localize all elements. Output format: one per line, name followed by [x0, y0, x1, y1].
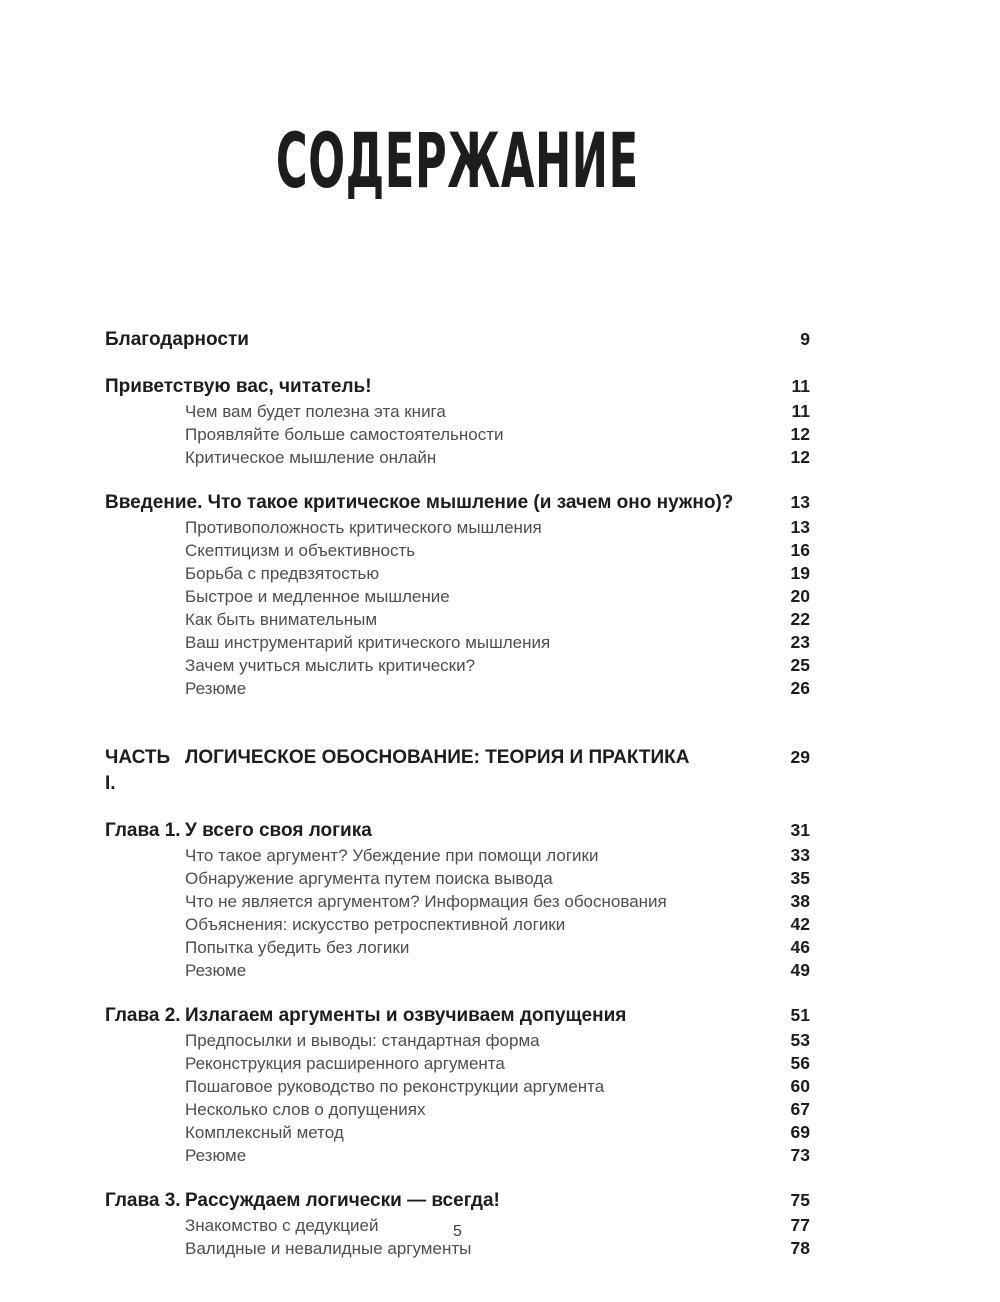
toc-subentry-page: 12 — [790, 424, 810, 444]
toc-subentry — [105, 1075, 810, 1098]
toc-subentry-page: 49 — [790, 960, 810, 980]
toc-subentry-page: 19 — [790, 563, 810, 583]
toc-entry-title: ЛОГИЧЕСКОЕ ОБОСНОВАНИЕ: ТЕОРИЯ И ПРАКТИКА — [185, 747, 690, 768]
toc-subentry-page: 77 — [790, 1215, 810, 1235]
chapter-label: Глава 2. — [105, 1005, 181, 1026]
toc-subentry-page: 35 — [790, 868, 810, 888]
toc-subentry-title: Пошаговое руководство по реконструкции аргумента — [185, 1077, 605, 1096]
toc-section — [105, 373, 810, 469]
toc-subentry-page: 12 — [790, 447, 810, 467]
toc-subentry-page: 26 — [790, 678, 810, 698]
toc-subentry — [105, 446, 810, 469]
toc-subentry-title: Реконструкция расширенного аргумента — [185, 1054, 505, 1073]
toc-subentry-title: Чем вам будет полезна эта книга — [185, 402, 446, 421]
toc-subentry — [105, 1098, 810, 1121]
toc-entry-page: 13 — [790, 492, 810, 512]
toc-subentry — [105, 585, 810, 608]
toc-subentry-title: Попытка убедить без логики — [185, 938, 410, 957]
toc-subentry-title: Несколько слов о допущениях — [185, 1100, 426, 1119]
toc-subentry-page: 78 — [790, 1238, 810, 1258]
toc-subentry-page: 60 — [790, 1076, 810, 1096]
toc-subentry-title: Ваш инструментарий критического мышления — [185, 633, 551, 652]
toc-subentry-title: Проявляйте больше самостоятельности — [185, 425, 504, 444]
toc-subentry-page: 13 — [790, 517, 810, 537]
chapter-label: Глава 1. — [105, 820, 181, 841]
toc-subentry — [105, 677, 810, 700]
toc-subentry-title: Валидные и невалидные аргументы — [185, 1239, 472, 1258]
toc-subentry — [105, 562, 810, 585]
toc-subentry-page: 22 — [790, 609, 810, 629]
toc-subentry — [105, 959, 810, 982]
toc-subentry-title: Резюме — [185, 1146, 247, 1165]
toc-subentry — [105, 1144, 810, 1167]
toc-entry-page: 11 — [791, 376, 810, 396]
toc-section — [105, 326, 810, 353]
toc-subentry-title: Резюме — [185, 679, 247, 698]
toc-subentry-page: 46 — [790, 937, 810, 957]
page-title — [105, 115, 810, 205]
toc-section-part — [105, 744, 810, 797]
toc-entry — [105, 744, 810, 797]
toc-subentry-page: 56 — [790, 1053, 810, 1073]
toc-entry — [105, 1002, 810, 1029]
toc-subentry-title: Быстрое и медленное мышление — [185, 587, 450, 606]
toc-entry-title: У всего своя логика — [185, 820, 372, 841]
toc-subentry-title: Борьба с предвзятостью — [185, 564, 380, 583]
toc-entry-page: 9 — [800, 329, 810, 349]
part-label: ЧАСТЬ I. — [105, 747, 171, 794]
toc-subentry-page: 38 — [790, 891, 810, 911]
toc-subentry — [105, 539, 810, 562]
toc-subentry-title: Обнаружение аргумента путем поиска вывода — [185, 869, 553, 888]
page-title-text: СОДЕРЖАНИЕ — [276, 115, 639, 205]
toc-subentry-page: 23 — [790, 632, 810, 652]
toc-subentry-title: Что не является аргументом? Информация без обоснования — [185, 892, 667, 911]
toc-subentry-title: Что такое аргумент? Убеждение при помощи логики — [185, 846, 599, 865]
toc-entry-title: Рассуждаем логически — всегда! — [185, 1190, 500, 1211]
toc-section — [105, 489, 810, 700]
toc-subentry-title: Резюме — [185, 961, 247, 980]
toc-subentry — [105, 423, 810, 446]
toc-subentry-title: Предпосылки и выводы: стандартная форма — [185, 1031, 540, 1050]
toc-subentry — [105, 654, 810, 677]
toc-entry — [105, 326, 810, 353]
toc-subentry-title: Противоположность критического мышления — [185, 518, 542, 537]
toc-subentry-title: Зачем учиться мыслить критически? — [185, 656, 476, 675]
toc-subentry — [105, 913, 810, 936]
toc-subentry-page: 42 — [790, 914, 810, 934]
toc-subentry-page: 33 — [790, 845, 810, 865]
toc-entry — [105, 373, 810, 400]
toc-entry — [105, 1187, 810, 1214]
toc-subentry-page: 53 — [790, 1030, 810, 1050]
toc-section — [105, 1002, 810, 1167]
chapter-label: Глава 3. — [105, 1190, 181, 1211]
toc-subentry — [105, 400, 810, 423]
toc-subentry — [105, 516, 810, 539]
toc-subentry-page: 11 — [791, 401, 810, 421]
toc-entry — [105, 817, 810, 844]
toc-subentry-page: 69 — [790, 1122, 810, 1142]
toc-subentry — [105, 1052, 810, 1075]
toc-subentry-page: 73 — [790, 1145, 810, 1165]
toc-entry-title: Введение. Что такое критическое мышление (и зачем оно нужно)? — [105, 492, 734, 513]
toc-subentry — [105, 1121, 810, 1144]
toc-subentry — [105, 1029, 810, 1052]
table-of-contents — [105, 326, 810, 1260]
toc-subentry-title: Комплексный метод — [185, 1123, 344, 1142]
toc-entry-page: 31 — [790, 820, 810, 840]
toc-subentry-title: Знакомство с дедукцией — [185, 1216, 379, 1235]
toc-subentry — [105, 844, 810, 867]
toc-subentry-title: Скептицизм и объективность — [185, 541, 416, 560]
toc-subentry — [105, 890, 810, 913]
toc-entry — [105, 489, 810, 516]
toc-subentry-page: 16 — [790, 540, 810, 560]
toc-entry-page: 29 — [790, 747, 810, 767]
toc-entry-title: Излагаем аргументы и озвучиваем допущения — [185, 1005, 627, 1026]
toc-subentry-title: Критическое мышление онлайн — [185, 448, 437, 467]
toc-entry-page: 51 — [790, 1005, 810, 1025]
toc-subentry — [105, 631, 810, 654]
toc-entry-title: Приветствую вас, читатель! — [105, 376, 372, 397]
toc-subentry-page: 67 — [790, 1099, 810, 1119]
toc-subentry-title: Объяснения: искусство ретроспективной логики — [185, 915, 566, 934]
page-number: 5 — [453, 1223, 462, 1240]
toc-subentry — [105, 867, 810, 890]
toc-subentry — [105, 608, 810, 631]
toc-entry-title: Благодарности — [105, 329, 249, 350]
toc-subentry — [105, 936, 810, 959]
toc-subentry-page: 20 — [790, 586, 810, 606]
toc-subentry-page: 25 — [790, 655, 810, 675]
toc-section — [105, 817, 810, 982]
toc-subentry-title: Как быть внимательным — [185, 610, 378, 629]
toc-entry-page: 75 — [790, 1190, 810, 1210]
